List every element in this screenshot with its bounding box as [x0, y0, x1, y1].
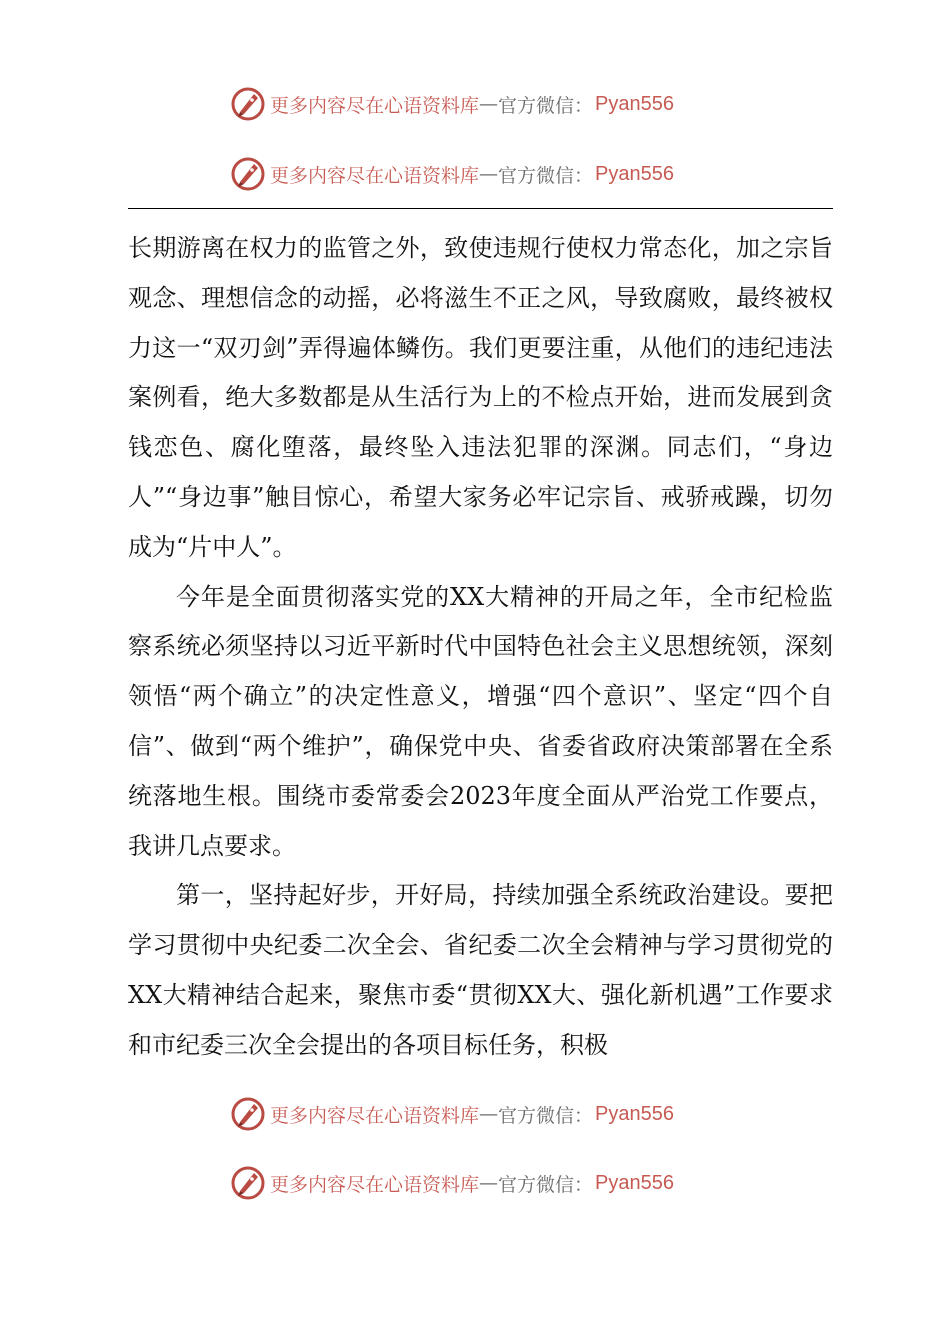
pen-nib-logo-icon [230, 1165, 266, 1201]
watermark-banner-top-1 [230, 84, 750, 124]
watermark-separator: — [479, 93, 499, 115]
watermark-sub: 官方微信： [498, 1173, 594, 1196]
watermark-wechat-id: Pyan556 [595, 1171, 674, 1194]
watermark-title: 更多内容尽在心语资料库 [270, 94, 480, 117]
pen-nib-logo-icon [230, 156, 266, 192]
watermark-wechat-id: Pyan556 [595, 92, 674, 115]
document-body [128, 224, 833, 1071]
watermark-banner-bottom-2 [230, 1163, 750, 1203]
watermark-title: 更多内容尽在心语资料库 [270, 1173, 480, 1196]
header-rule [128, 208, 833, 209]
watermark-title: 更多内容尽在心语资料库 [270, 164, 480, 187]
watermark-separator: — [479, 163, 499, 185]
paragraph: 长期游离在权力的监管之外，致使违规行使权力常态化，加之宗旨观念、理想信念的动摇，必将滋生不正之风，导致腐败，最终被权力这一“双刃剑”弄得遍体鳞伤。我们更要注重，从他们的违纪违法案例看，绝大多数都是从生活行为上的不检点开始，进而发展到贪钱恋色、腐化堕落，最终坠入违法犯罪的深渊。同志们，“身边人”“身边事”触目惊心，希望大家务必牢记宗旨、戒骄戒躁，切勿成为“片中人”。 [128, 234, 833, 561]
watermark-separator: — [479, 1103, 499, 1125]
watermark-title: 更多内容尽在心语资料库 [270, 1104, 480, 1127]
watermark-banner-bottom-1 [230, 1094, 750, 1134]
paragraph: 今年是全面贯彻落实党的XX大精神的开局之年，全市纪检监察系统必须坚持以习近平新时代中国特色社会主义思想统领，深刻领悟“两个确立”的决定性意义，增强“四个意识”、坚定“四个自信”、做到“两个维护”，确保党中央、省委省政府决策部署在全系统落地生根。围绕市委常委会2023年度全面从严治党工作要点，我讲几点要求。 [128, 582, 833, 860]
paragraph: 第一，坚持起好步，开好局，持续加强全系统政治建设。要把学习贯彻中央纪委二次全会、省纪委二次全会精神与学习贯彻党的XX大精神结合起来，聚焦市委“贯彻XX大、强化新机遇”工作要求和市纪委三次全会提出的各项目标任务，积极 [128, 881, 833, 1059]
watermark-sub: 官方微信： [498, 164, 594, 187]
pen-nib-logo-icon [230, 86, 266, 122]
watermark-wechat-id: Pyan556 [595, 1102, 674, 1125]
watermark-sub: 官方微信： [498, 1104, 594, 1127]
watermark-separator: — [479, 1172, 499, 1194]
watermark-banner-top-2 [230, 154, 750, 194]
watermark-sub: 官方微信： [498, 94, 594, 117]
pen-nib-logo-icon [230, 1096, 266, 1132]
watermark-wechat-id: Pyan556 [595, 162, 674, 185]
